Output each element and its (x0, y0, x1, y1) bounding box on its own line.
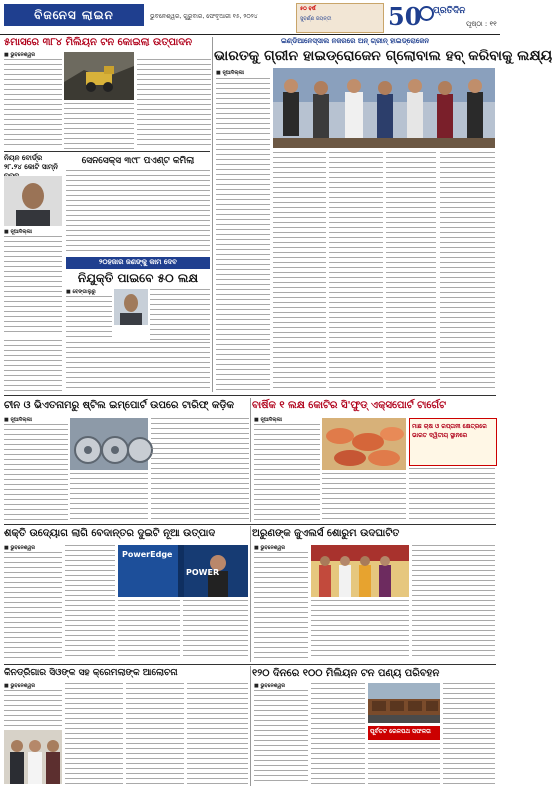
freight-body-4 (443, 683, 495, 784)
hydrogen-photo (273, 68, 495, 148)
seafood-body-2 (322, 473, 406, 520)
steel-byline: ■ ନୂଆଦିଲ୍ଲୀ (4, 417, 32, 423)
hydrogen-body-3 (329, 152, 383, 392)
column-rule-4 (250, 666, 251, 786)
freight-byline: ■ ଭୁବନେଶ୍ୱର (254, 683, 286, 689)
column-rule (212, 37, 213, 392)
section-divider-4 (4, 664, 496, 665)
section-divider-2 (4, 395, 496, 396)
vedanta-headline: ଶକ୍ତି ଉଦ୍ୟୋଗ ଲାଗି ବେଦାନ୍ତର ଦୁଇଟି ନୂଆ ଉତ୍ପାଦ (4, 528, 216, 539)
appointment-body-3 (66, 342, 210, 392)
coal-byline: ■ ଭୁବନେଶ୍ୱର (4, 52, 36, 58)
freight-body-3 (368, 743, 440, 784)
appointment-photo (114, 289, 148, 325)
coal-body (4, 59, 62, 149)
trade-body-2 (65, 683, 123, 784)
vedanta-photo-label-1: PowerEdge (122, 550, 173, 559)
profile-photo (4, 176, 62, 226)
coal-body-2 (64, 103, 134, 149)
section-divider-3 (4, 524, 496, 525)
freight-box-text: ପୂର୍ବତଟ ରେଳପଥ ସଫଳତା (370, 728, 431, 735)
date-line: ଭୁବନେଶ୍ୱର, ଗୁରୁବାର, ଫେବୃଆରୀ ୧୫, ୨୦୨୪ (150, 13, 258, 20)
sensex-headline: ସେନସେକ୍ସ ୩୯୮ ପଏଣ୍ଟ କମିଲା (81, 156, 195, 166)
jewellers-byline: ■ ଭୁବନେଶ୍ୱର (254, 545, 286, 551)
coal-headline: ୫ମାସରେ ୩୮୪ ମିଲିୟନ ଟନ କୋଇଲା ଉତ୍ପାଦନ (4, 37, 193, 48)
hydrogen-body-right-top (440, 52, 495, 64)
appointment-body-2 (150, 289, 210, 340)
trade-body-4 (187, 683, 248, 784)
steel-body-3 (151, 418, 249, 520)
steel-headline: ଚୀନ ଓ ଭିଏତନାମରୁ ଷ୍ଟିଲ ଇମ୍ପୋର୍ଟ ଉପରେ ଟାରିଫ୍ କଡ଼ିକ (4, 400, 235, 411)
jewellers-photo (311, 545, 409, 597)
column-rule-3 (250, 526, 251, 662)
hydrogen-headline: ଭାରତକୁ ଗ୍ରୀନ ହାଇଡ୍ରୋଜେନ ଗ୍ଲୋବାଲ ହବ୍ କରିବାକୁ ଲକ୍ଷ୍ୟ (214, 48, 552, 64)
jewellers-body-3 (412, 545, 495, 660)
brand-seal-icon (419, 6, 434, 21)
jewellers-body-2 (311, 600, 409, 660)
trade-photo (4, 730, 62, 784)
jewellers-headline: ଅରୁଣଙ୍କ ଜୁଏଲର୍ସ ଶୋରୁମ ଉଦଘାଟିତ (252, 528, 400, 539)
seafood-headline: ବାର୍ଷିକ ୧ ଲକ୍ଷ କୋଟିର ସି'ଫୁଡ୍ ଏକ୍ସପୋର୍ଟ ଟାର୍ଗେଟ (252, 400, 447, 411)
hydrogen-body-4 (386, 152, 436, 392)
hydrogen-body-lead (216, 78, 270, 136)
anniversary-number: 50 (388, 2, 422, 31)
hydrogen-body-5 (440, 152, 495, 392)
seafood-sidebar-text: ମାଛ ଚାଷ ଓ ରପ୍ତାନୀ କ୍ଷେତ୍ରରେ ଭାରତ ଦ୍ୱିତୀୟ ସ୍ଥାନରେ (412, 423, 487, 439)
seafood-body-3 (409, 468, 495, 520)
page-number: ପୃଷ୍ଠା : ୧୧ (466, 20, 497, 28)
sensex-body (66, 170, 210, 252)
trade-body-3 (126, 683, 184, 784)
appointment-kicker: ୨୦ହଜାର ଜଣଙ୍କୁ କାମ ଦେବ (99, 258, 177, 266)
appointment-byline: ■ ବେଙ୍ଗାଲୁରୁ (66, 289, 96, 295)
jewellers-body-1 (254, 552, 308, 660)
appointment-headline: ନିଯୁକ୍ତି ପାଇବେ ୫୦ ଲକ୍ଷ (77, 271, 199, 285)
freight-photo (368, 683, 440, 723)
column-rule-2 (250, 398, 251, 522)
steel-body-2 (70, 473, 148, 520)
hydrogen-byline: ■ ନୂଆଦିଲ୍ଲୀ (216, 70, 244, 76)
masthead (0, 0, 500, 35)
hydrogen-body-2 (273, 152, 326, 392)
coal-body-3 (137, 59, 211, 149)
seafood-photo (322, 418, 406, 470)
section-title: ବିଜନେସ ଲାଇନ (4, 4, 144, 26)
section-divider (4, 151, 210, 152)
freight-body-1 (254, 690, 308, 784)
promo-line-1: ୫୦ ବର୍ଷ (300, 6, 316, 12)
freight-body-2 (311, 683, 365, 784)
vedanta-body-1 (4, 552, 62, 660)
vedanta-body-3 (118, 600, 180, 660)
seafood-byline: ■ ନୂଆଦିଲ୍ଲୀ (254, 417, 282, 423)
profile-body-2 (4, 340, 62, 392)
profile-byline: ■ ନୂଆଦିଲ୍ଲୀ (4, 229, 32, 235)
profile-body (4, 236, 62, 336)
coal-photo (64, 52, 134, 100)
appointment-body-1 (66, 296, 112, 340)
steel-body-1 (4, 424, 68, 520)
vedanta-body-2 (65, 545, 115, 660)
hydrogen-body-1 (216, 139, 270, 392)
profile-headline: ନିୟନ ବୋର୍ଡ୍‌ର ୨୮.୨୪ କୋଟି ସାମ୍ନି (4, 154, 58, 171)
seafood-body-1 (254, 424, 320, 520)
brand-name: ପ୍ରତିଦିନ (433, 6, 466, 16)
freight-headline: ୧୨୦ ଦିନରେ ୧୦୦ ମିଲିୟନ ଟନ ପଣ୍ୟ ପରିବହନ (252, 668, 440, 679)
steel-photo (70, 418, 148, 470)
promo-line-2: ସୁବର୍ଣ୍ଣ ଜୟନ୍ତୀ (300, 16, 332, 22)
vedanta-byline: ■ ଭୁବନେଶ୍ୱର (4, 545, 36, 551)
hydrogen-kicker: ଇଣ୍ଡିଆନେସ୍‌ସାଲ ନଜରରେ ଅନ୍ ଗ୍ରୀନ୍ ହାଇଡ୍ରୋଜେନ (280, 37, 430, 45)
trade-byline: ■ ଭୁବନେଶ୍ୱର (4, 683, 36, 689)
vedanta-photo-label-2: POWER (186, 568, 220, 577)
vedanta-body-4 (183, 600, 248, 660)
trade-headline: କିନଡ୍ରିଗାର ସିଓଙ୍କ ସହ କ୍ରେମଲାଙ୍କ ଆଲୋଚନା (4, 668, 178, 678)
